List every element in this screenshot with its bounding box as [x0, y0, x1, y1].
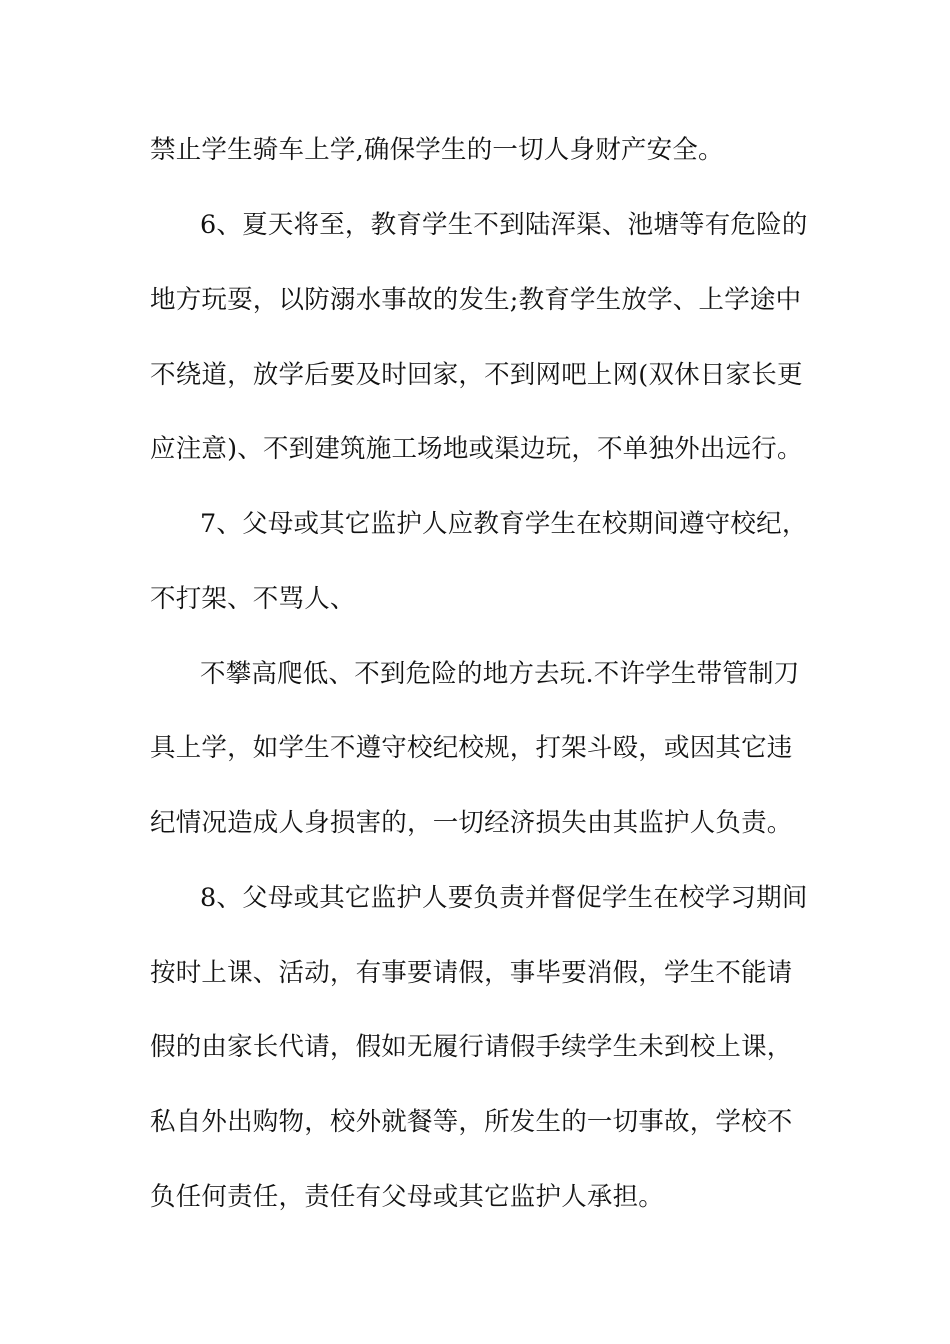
- text-line: 按时上课、活动，有事要请假，事毕要消假，学生不能请: [150, 958, 793, 988]
- text-line: 禁止学生骑车上学,确保学生的一切人身财产安全。: [150, 135, 724, 165]
- text-line: 私自外出购物，校外就餐等，所发生的一切事故，学校不: [150, 1107, 793, 1137]
- text-line: 不打架、不骂人、: [150, 584, 356, 614]
- text-line: 地方玩耍，以防溺水事故的发生;教育学生放学、上学途中: [150, 285, 802, 315]
- text-line: 负任何责任，责任有父母或其它监护人承担。: [150, 1182, 665, 1212]
- paragraph-8-start: 8、父母或其它监护人要负责并督促学生在校学习期间: [200, 883, 808, 913]
- paragraph-continuation-start: 不攀高爬低、不到危险的地方去玩.不许学生带管制刀: [200, 659, 800, 689]
- text-line: 不绕道，放学后要及时回家，不到网吧上网(双休日家长更: [150, 360, 803, 390]
- paragraph-7-start: 7、父母或其它监护人应教育学生在校期间遵守校纪，: [200, 509, 808, 539]
- paragraph-6-start: 6、夏天将至，教育学生不到陆浑渠、池塘等有危险的: [200, 210, 808, 240]
- text-line: 纪情况造成人身损害的，一切经济损失由其监护人负责。: [150, 808, 793, 838]
- text-line: 具上学，如学生不遵守校纪校规，打架斗殴，或因其它违: [150, 733, 793, 763]
- text-line: 应注意)、不到建筑施工场地或渠边玩，不单独外出远行。: [150, 434, 803, 464]
- text-line: 假的由家长代请，假如无履行请假手续学生未到校上课，: [150, 1032, 793, 1062]
